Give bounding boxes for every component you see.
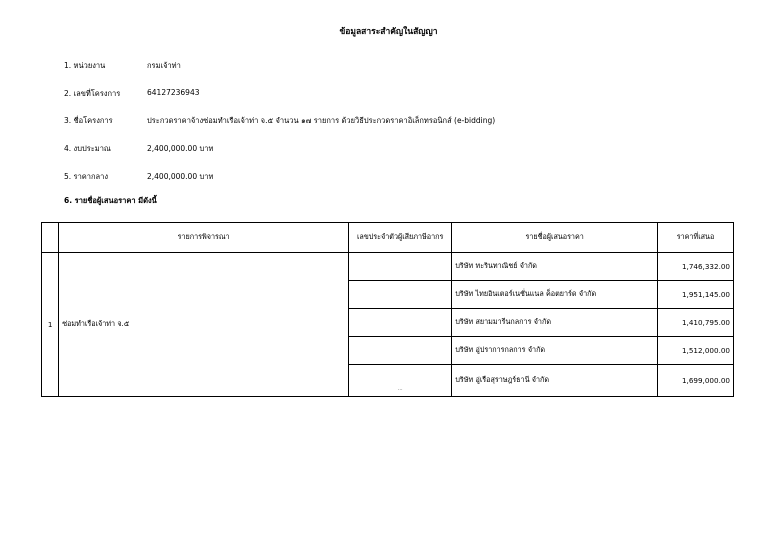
col-header-bidder: รายชื่อผู้เสนอราคา [452,223,658,253]
project-name-value: ประกวดราคาจ้างซ่อมทำเรือเจ้าท่า จ.๕ จำนวน ๑๗ รายการ ด้วยวิธีประกวดราคาอิเล็กทรอนิกส์ (e-bidding) [147,116,496,125]
tax-id-cell [348,281,451,309]
tax-id-cell: ... [348,365,451,397]
tax-id-cell [348,309,451,337]
bidder-cell: บริษัท อู่เรือสุราษฎร์ธานี จำกัด [452,365,658,397]
price-cell: 1,410,795.00 [658,309,734,337]
project-no-row [64,88,200,100]
bidder-cell: บริษัท อู่ปราการกลการ จำกัด [452,337,658,365]
budget-value: 2,400,000.00 บาท [147,144,214,153]
agency-row [64,60,181,72]
project-no-value: 64127236943 [147,88,200,97]
median-price-row [64,171,213,183]
col-header-tax-id: เลขประจำตัวผู้เสียภาษีอากร [348,223,451,253]
price-cell: 1,746,332.00 [658,253,734,281]
tax-id-cell [348,253,451,281]
col-header-item: รายการพิจารณา [59,223,349,253]
table-header-row [42,223,734,253]
median-price-label: 5. ราคากลาง [64,172,109,181]
tax-id-cell [348,337,451,365]
col-header-price: ราคาที่เสนอ [658,223,734,253]
budget-label: 4. งบประมาณ [64,144,111,153]
budget-row [64,143,213,155]
item-number-cell: 1 [42,253,59,397]
bidders-heading: 6. รายชื่อผู้เสนอราคา มีดังนี้ [64,196,157,205]
price-cell: 1,512,000.00 [658,337,734,365]
document-title: ข้อมูลสาระสำคัญในสัญญา [339,27,438,37]
price-cell: 1,951,145.00 [658,281,734,309]
project-no-label: 2. เลขที่โครงการ [64,89,121,98]
bidder-cell: บริษัท ทะรินทาณิชย์ จำกัด [452,253,658,281]
bidder-cell: บริษัท ไทยอินเตอร์เนชั่นแนล ค็อตยาร์ด จำกัด [452,281,658,309]
price-cell: 1,699,000.00 [658,365,734,397]
item-name-cell: ซ่อมทำเรือเจ้าท่า จ.๕ [59,253,349,397]
col-header-no [42,223,59,253]
bidder-cell: บริษัท สยามมารีนกลการ จำกัด [452,309,658,337]
table-row [42,253,734,281]
project-name-label: 3. ชื่อโครงการ [64,116,113,125]
bidders-table [41,222,734,397]
agency-value: กรมเจ้าท่า [147,61,181,70]
agency-label: 1. หน่วยงาน [64,61,106,70]
bidders-heading-row [64,195,157,207]
median-price-value: 2,400,000.00 บาท [147,172,214,181]
project-name-row [64,115,495,127]
